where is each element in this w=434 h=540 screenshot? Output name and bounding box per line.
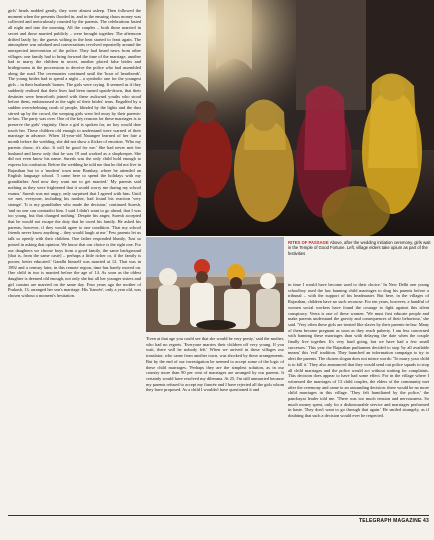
article-column-right (288, 282, 429, 514)
temple-photo (146, 0, 434, 236)
article-text-left: girls' heads nodded gently, they were almost asleep. Then followed the moment when the presents flooded in, and in the ensuing chaos money was collected and meticulously counted by the parents. The celebrations lasted all night and into the morning. All the couples – both those married in secret and those married publicly – were brought together. The afternoon drifted lazily by; the guests wilting in the heat started to feast again. The atmosphere was subdued and conversations revolved repeatedly around the unexpected intervention of the police. They had heard news from other villages: one family had to bring forward the time of the marriage, another had to marry the children in secret, another placed false brides and bridegrooms in the processions to deceive the police who had assembled along the road. The ceremonies continued until the 'hour of heartbreak'. The young brides had to spend a night – a symbolic one for the youngest girls – in their husbands' homes. The girls were crying. It seemed as if they suddenly realised that their lives had been turned upside-down, that their destinies were henceforth joined with these awkward youths who stood before them, embarrassed at the sight of their brides' tears. Engulfed by a sudden overwhelming crush of people, blinded by the lights and the dust stirred up by the crowd, the weeping girls were led away by their parents-in-law. The party was over. One of the key reasons for these marriages is to preserve the girls' virginity. Once a girl is spoken for, no boy would dare touch her. These children old enough to understand were warned of their marriage in advance. When 14-year-old Natangee learned of her fate a month before the wedding, she did not show a flicker of emotion. 'Who my parents chose, it's also. It will be good for me.' She had never met her husband and knew only that he was 19 and worked as a shopkeeper. She did not even know his name. Suresh was the only child bold enough to express his confusion. Before the wedding he told me that he did not live in Rajasthan but in a 'modern' town near Bombay, where he attended an English language school. 'I came here to spend the holidays with my grandfather. And now they want me to get married.' My parents said nothing as they were frightened that it would worry me during my school exams.' Suresh was not angry, only surprised that I agreed with him. Until we met, everyone, including his mother, had found his reaction 'very strange'. 'It is my grandfather who made the decision,' continued Suresh, 'and no one can contradict him. I said I didn't want to go ahead, that I was too young, but that changed nothing.' Despite his anger, Suresh accepted that he would not escape the duty that he owed his family. He asked his parents, however, if they would agree to one condition. 'That my school friends never know anything – they would laugh at me.' Few parents let us talk so openly with their children. One father responded bluntly, 'Just so poised in asking that opinion. We know that our choice is the right one. For our daughters we choose boys from a good family, the same background [that is, from the same caste] – perhaps a little richer or, if the family is poorer, better educated.' Gandhi himself was married at 12. That was in 1892 and a century later, in this remote region, time has barely moved on. One child in two is married before the age of 14. As soon as the oldest daughter is deemed old enough, not only she but all her younger sisters and girl cousins are married on the same day. Four years ago the mother of Prakash, 13, arranged her son's marriage. His 'fiancée', only a year old, was chosen without a moment's hesitation. (8, 8, 141, 299)
elders-photo-illustration (146, 237, 284, 332)
caption-text: Above, after the wedding initiation ceremony, girls wait in the Temple of Good Fortune. Left, village elders take opium as part of the festivities (288, 240, 431, 256)
page-footer (290, 518, 429, 528)
footer-page-number: 43 (423, 518, 429, 524)
caption-lead: RITES OF PASSAGE (288, 240, 330, 245)
footer-magazine-name: TELEGRAPH MAGAZINE (358, 518, 424, 524)
article-text-middle: 'Even at that age you could see that she would be very pretty,' said the mother, who had no regrets. 'Everyone marries their children off very young. If you wait, there will be nobody left.' When we arrived in these villages our translator, who came from another town, was shocked by these arrangements. But by the end of our investigation he seemed to accept some of the logic of these child marriages. 'Perhaps they are the simplest solution, as in our country more than 90 per cent of marriages are arranged by our parents. It certainly would have resolved my dilemma. At 25, I'm still unmarried because my parents refused to accept my fiancée and I have rejected all the girls whom they have proposed. As a child I wouldn't have questioned it and (146, 336, 284, 393)
elders-photo (146, 237, 284, 332)
article-column-left (8, 8, 141, 513)
temple-photo-illustration (146, 0, 434, 236)
footer-rule (8, 515, 429, 516)
photo-caption (288, 240, 431, 280)
article-column-middle (146, 336, 284, 514)
article-text-right: in time I would have become used to their choice.' In New Delhi one young schoolboy used the law banning child marriages to drag his parents before a tribunal – with the support of his headmaster. But here, in the villages of Rajasthan, children have no such recourse. For ten years, however, a handful of women social workers have found the courage to fight against this silent conspiracy. Veera is one of these women. 'We must first educate people and make parents understand the gravity and consequences of their behaviour,' she said. 'Very often these girls are treated like slaves by their parents-in-law. Many of them become pregnant as soon as they reach puberty. I am less concerned with banning these marriages than with delaying the date when the couple finally live together. It's very hard going, but we have had a few small successes.' This year the Rajasthan parliament decided to stop 'by all available means' this 'evil' tradition. They launched an information campaign to try to alert the parents. The chosen slogan does not mince words: 'To marry your child is to kill it.' They also announced that they would send out police squads to stop all child marriages and the police would act without waiting for complaints. This decision does appear to have had some effect. For in the village where I witnessed the marriages of 13 child couples, the elders of the community met after the ceremony and came to an astounding decision: there would be no more child marriages in this village. 'They felt humiliated by the police,' the panchayat leader told me. 'There was too much tension and nervousness. So much money spent, only for a dishonourable service and marriages performed in haste. They don't want to go through that again.' He smiled strangely, as if doubting that such a decision would ever be respected. (288, 282, 429, 419)
